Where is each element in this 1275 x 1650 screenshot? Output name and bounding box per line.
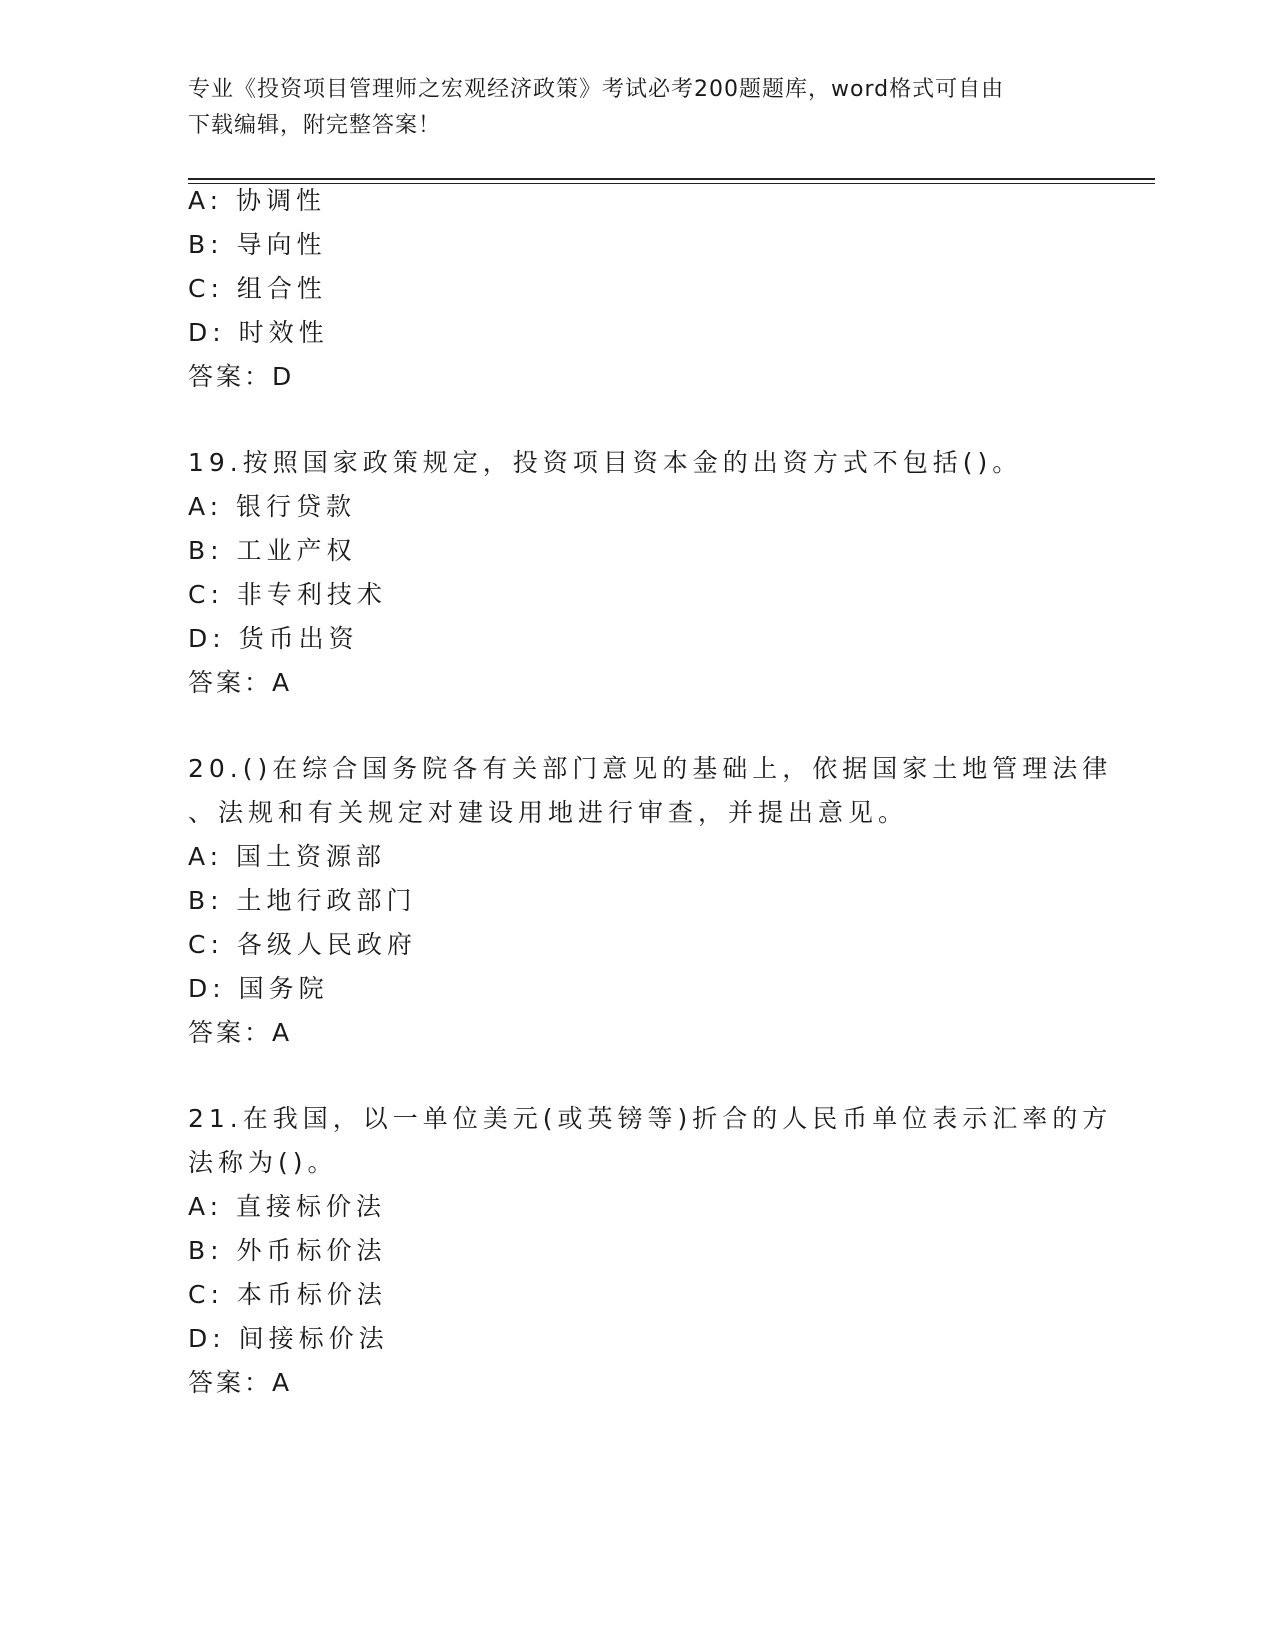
prev-option-a: A: 协调性 (188, 186, 327, 215)
q19-option-b: B: 工业产权 (188, 536, 357, 565)
q21-option-b: B: 外币标价法 (188, 1236, 387, 1265)
prev-option-b: B: 导向性 (188, 230, 327, 259)
q20-stem-line2: 、法规和有关规定对建设用地进行审查，并提出意见。 (188, 798, 909, 827)
q21-option-a: A: 直接标价法 (188, 1192, 387, 1221)
q19-option-d: D: 货币出资 (188, 624, 359, 653)
q20-stem-line1: 20.()在综合国务院各有关部门意见的基础上，依据国家土地管理法律 (188, 754, 1113, 783)
q20-option-a: A: 国土资源部 (188, 842, 387, 871)
q20-answer: 答案：A (188, 1018, 293, 1047)
q19-stem: 19.按照国家政策规定，投资项目资本金的出资方式不包括()。 (188, 448, 1023, 477)
q21-stem-line2: 法称为()。 (188, 1148, 338, 1177)
q20-option-d: D: 国务院 (188, 974, 329, 1003)
header-divider-thick (188, 178, 1155, 180)
header-title-line1: 专业《投资项目管理师之宏观经济政策》考试必考200题题库，word格式可自由 (188, 77, 1005, 102)
header-divider-thin (188, 183, 1155, 184)
document-header (188, 72, 1068, 144)
prev-option-d: D: 时效性 (188, 318, 329, 347)
q20-option-c: C: 各级人民政府 (188, 930, 417, 959)
q21-option-d: D: 间接标价法 (188, 1324, 389, 1353)
prev-answer: 答案：D (188, 362, 295, 391)
q19-option-a: A: 银行贷款 (188, 492, 357, 521)
header-title-line2: 下载编辑，附完整答案！ (188, 113, 442, 138)
q19-answer: 答案：A (188, 668, 293, 697)
q21-answer: 答案：A (188, 1368, 293, 1397)
q21-stem-line1: 21.在我国，以一单位美元(或英镑等)折合的人民币单位表示汇率的方 (188, 1104, 1113, 1133)
q19-option-c: C: 非专利技术 (188, 580, 387, 609)
prev-option-c: C: 组合性 (188, 274, 327, 303)
q20-option-b: B: 土地行政部门 (188, 886, 417, 915)
q21-option-c: C: 本币标价法 (188, 1280, 387, 1309)
